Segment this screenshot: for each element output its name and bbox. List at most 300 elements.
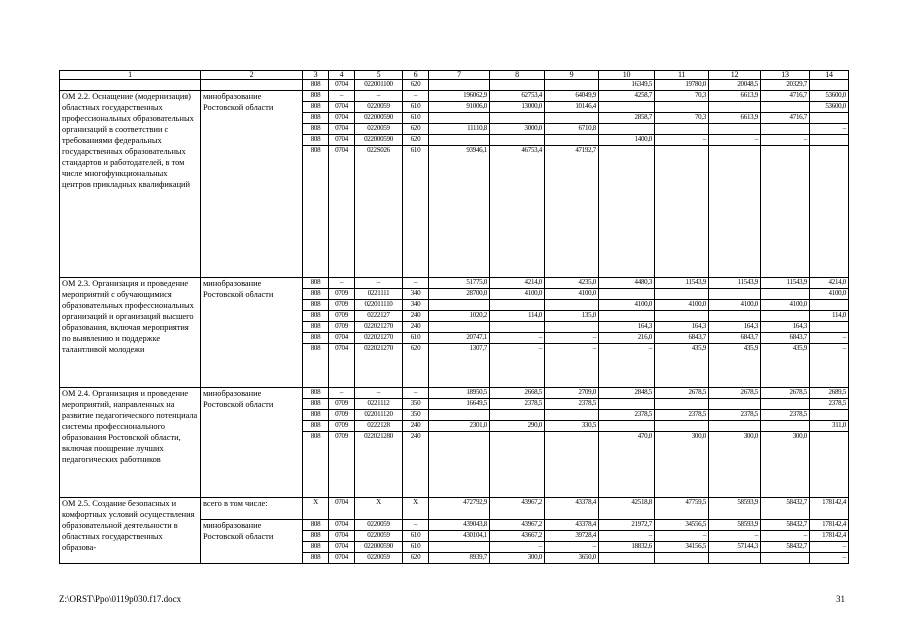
table-cell: –: [655, 531, 709, 542]
table-cell: 022011110: [355, 300, 403, 311]
table-cell: 2689,5: [810, 388, 849, 399]
table-cell: [655, 553, 709, 564]
table-cell: 0704: [329, 498, 355, 520]
table-cell: 0709: [329, 399, 355, 410]
table-cell: –: [810, 333, 849, 344]
table-cell: 610: [403, 146, 429, 278]
table-cell: 4100,0: [761, 300, 810, 311]
table-cell: 300,0: [490, 553, 545, 564]
table-cell: Х: [355, 498, 403, 520]
table-cell: [810, 432, 849, 498]
table-row: [60, 80, 849, 91]
table-cell: [490, 113, 545, 124]
table-cell: 350: [403, 410, 429, 421]
table-cell: 4100,0: [599, 300, 655, 311]
table-cell: 0704: [329, 80, 355, 91]
table-cell: [429, 432, 490, 498]
table-cell: 430104,1: [429, 531, 490, 542]
table-cell: 808: [303, 553, 329, 564]
table-cell: 11543,9: [655, 278, 709, 289]
table-cell: 620: [403, 344, 429, 388]
table-cell: 022021270: [355, 322, 403, 333]
table-cell: 022000590: [355, 113, 403, 124]
column-number: 7: [429, 71, 490, 80]
table-cell: 808: [303, 322, 329, 333]
table-cell: 4100,0: [490, 289, 545, 300]
table-cell: [709, 102, 761, 113]
table-cell: 43667,2: [490, 531, 545, 542]
table-cell: 4235,0: [545, 278, 599, 289]
table-cell: 808: [303, 102, 329, 113]
table-cell: –: [355, 91, 403, 102]
column-number: 1: [60, 71, 201, 80]
column-number: 6: [403, 71, 429, 80]
table-cell: 46753,4: [490, 146, 545, 278]
table-cell: [490, 300, 545, 311]
executor: минобразование Ростовской области: [201, 388, 303, 498]
table-cell: 93946,1: [429, 146, 490, 278]
table-cell: 022021270: [355, 333, 403, 344]
column-number: 11: [655, 71, 709, 80]
table-cell: 53600,0: [810, 102, 849, 113]
table-cell: 42518,8: [599, 498, 655, 520]
table-cell: 808: [303, 542, 329, 553]
table-cell: [490, 80, 545, 91]
table-row: [60, 91, 849, 102]
table-cell: 808: [303, 399, 329, 410]
table-cell: 0221112: [355, 399, 403, 410]
table-cell: [709, 421, 761, 432]
table-cell: 0709: [329, 311, 355, 322]
table-cell: 435,9: [709, 344, 761, 388]
table-cell: 0222128: [355, 421, 403, 432]
table-cell: [655, 399, 709, 410]
table-cell: –: [329, 91, 355, 102]
table-cell: [490, 410, 545, 421]
table-cell: 2378,5: [490, 399, 545, 410]
table-cell: 53600,0: [810, 91, 849, 102]
table-cell: 808: [303, 124, 329, 135]
table-cell: 13000,0: [490, 102, 545, 113]
table-cell: 2378,5: [761, 410, 810, 421]
table-cell: –: [355, 388, 403, 399]
table-cell: 1307,7: [429, 344, 490, 388]
table-cell: –: [403, 91, 429, 102]
column-number: 5: [355, 71, 403, 80]
table-cell: 620: [403, 135, 429, 146]
table-cell: [545, 322, 599, 333]
measure-name: ОМ 2.2. Оснащение (модернизация) областных государственных профессиональных образовательных организаций в соответствии с требованиями федеральных государственных образовательных стандартов и работодателей, в том числе многофункциональных центров прикладных квалификаций: [60, 91, 201, 278]
table-cell: 4716,7: [761, 91, 810, 102]
table-cell: [599, 421, 655, 432]
table-cell: 0709: [329, 300, 355, 311]
table-cell: 340: [403, 289, 429, 300]
table-cell: 164,3: [599, 322, 655, 333]
table-cell: 34156,5: [655, 542, 709, 553]
table-cell: 340: [403, 300, 429, 311]
measure-name: ОМ 2.3. Организация и проведение мероприятий с обучающимися образовательных профессиональных организаций и организаций высшего образования, включая мероприятия по выявлению и поддержке талантливой молодежи: [60, 278, 201, 388]
table-cell: [429, 322, 490, 333]
table-cell: 57144,3: [709, 542, 761, 553]
table-cell: [599, 553, 655, 564]
table-cell: 2678,5: [709, 388, 761, 399]
table-cell: 43378,4: [545, 498, 599, 520]
table-cell: 0709: [329, 322, 355, 333]
table-cell: 0704: [329, 135, 355, 146]
table-cell: 620: [403, 124, 429, 135]
column-number-row: [60, 71, 849, 80]
table-cell: [655, 146, 709, 278]
table-cell: 28700,0: [429, 289, 490, 300]
table-cell: 4716,7: [761, 113, 810, 124]
table-cell: 300,0: [761, 432, 810, 498]
table-cell: 808: [303, 146, 329, 278]
table-cell: [810, 146, 849, 278]
table-cell: 4480,3: [599, 278, 655, 289]
table-cell: [709, 553, 761, 564]
table-cell: 0704: [329, 124, 355, 135]
table-cell: 300,0: [709, 432, 761, 498]
table-cell: 70,3: [655, 113, 709, 124]
table-cell: 808: [303, 388, 329, 399]
table-cell: 6843,7: [709, 333, 761, 344]
file-path: Z:\ORST\Ppo\0119p030.f17.docx: [59, 594, 182, 604]
table-cell: –: [545, 344, 599, 388]
table-cell: [599, 399, 655, 410]
executor: [201, 80, 303, 91]
table-cell: 022021280: [355, 432, 403, 498]
table-cell: 58593,9: [709, 520, 761, 531]
table-cell: 39728,4: [545, 531, 599, 542]
table-cell: [655, 124, 709, 135]
table-cell: 4100,0: [545, 289, 599, 300]
table-cell: –: [355, 278, 403, 289]
table-cell: –: [810, 553, 849, 564]
table-cell: 2858,7: [599, 113, 655, 124]
table-cell: 0709: [329, 432, 355, 498]
table-cell: [545, 113, 599, 124]
table-cell: [429, 113, 490, 124]
table-cell: 808: [303, 432, 329, 498]
table-cell: [545, 135, 599, 146]
table-cell: 6613,9: [709, 91, 761, 102]
table-cell: 3000,0: [490, 124, 545, 135]
table-cell: Х: [303, 498, 329, 520]
table-cell: 0704: [329, 333, 355, 344]
table-cell: 58593,9: [709, 498, 761, 520]
table-cell: –: [403, 278, 429, 289]
table-cell: 808: [303, 113, 329, 124]
table-cell: 43378,4: [545, 520, 599, 531]
executor-summary: всего в том числе:: [201, 498, 303, 520]
budget-table: [59, 70, 849, 564]
table-cell: 610: [403, 333, 429, 344]
table-cell: 0220059: [355, 520, 403, 531]
table-cell: 300,0: [655, 432, 709, 498]
table-cell: 022011120: [355, 410, 403, 421]
table-cell: 808: [303, 289, 329, 300]
table-cell: 2848,5: [599, 388, 655, 399]
table-cell: 47759,5: [655, 498, 709, 520]
table-cell: [709, 146, 761, 278]
table-cell: 70,3: [655, 91, 709, 102]
column-number: 4: [329, 71, 355, 80]
table-cell: 6843,7: [761, 333, 810, 344]
table-cell: –: [490, 542, 545, 553]
table-cell: [761, 311, 810, 322]
table-cell: 58432,7: [761, 542, 810, 553]
page-number: 31: [836, 594, 845, 604]
table-cell: 51775,0: [429, 278, 490, 289]
table-cell: 34556,5: [655, 520, 709, 531]
table-cell: –: [655, 135, 709, 146]
table-cell: 435,9: [761, 344, 810, 388]
table-cell: 1400,0: [599, 135, 655, 146]
table-cell: [599, 289, 655, 300]
executor: минобразование Ростовской области: [201, 278, 303, 388]
table-cell: 0704: [329, 102, 355, 113]
table-cell: –: [329, 388, 355, 399]
table-cell: –: [599, 531, 655, 542]
table-cell: 022021270: [355, 344, 403, 388]
column-number: 12: [709, 71, 761, 80]
table-cell: [599, 102, 655, 113]
table-cell: [490, 432, 545, 498]
table-cell: 135,0: [545, 311, 599, 322]
table-cell: [429, 80, 490, 91]
table-cell: 808: [303, 80, 329, 91]
table-cell: 240: [403, 322, 429, 333]
table-cell: 240: [403, 432, 429, 498]
table-cell: [599, 124, 655, 135]
table-cell: 022001100: [355, 80, 403, 91]
table-cell: –: [545, 542, 599, 553]
table-cell: 20329,7: [761, 80, 810, 91]
table-cell: 0221111: [355, 289, 403, 300]
table-cell: [709, 311, 761, 322]
table-cell: 2678,5: [655, 388, 709, 399]
table-cell: 4258,7: [599, 91, 655, 102]
column-number: 2: [201, 71, 303, 80]
table-cell: 2378,5: [655, 410, 709, 421]
table-cell: [761, 124, 810, 135]
table-cell: Х: [403, 498, 429, 520]
table-cell: [545, 300, 599, 311]
table-cell: –: [329, 278, 355, 289]
table-cell: [761, 289, 810, 300]
table-cell: 91006,0: [429, 102, 490, 113]
table-cell: –: [599, 344, 655, 388]
table-cell: [761, 399, 810, 410]
table-cell: [545, 80, 599, 91]
table-cell: 0709: [329, 289, 355, 300]
table-cell: 620: [403, 80, 429, 91]
table-cell: 2378,5: [709, 410, 761, 421]
table-cell: 0220059: [355, 102, 403, 113]
table-cell: –: [403, 520, 429, 531]
table-cell: 58432,7: [761, 498, 810, 520]
column-number: 14: [810, 71, 849, 80]
table-cell: 240: [403, 311, 429, 322]
table-cell: 0704: [329, 531, 355, 542]
table-cell: –: [709, 531, 761, 542]
table-cell: [429, 135, 490, 146]
table-cell: [545, 432, 599, 498]
table-cell: 20048,5: [709, 80, 761, 91]
table-cell: 0704: [329, 146, 355, 278]
table-cell: 2378,5: [545, 399, 599, 410]
table-cell: 62753,4: [490, 91, 545, 102]
table-cell: 58432,7: [761, 520, 810, 531]
table-cell: 2378,5: [599, 410, 655, 421]
table-cell: 808: [303, 333, 329, 344]
table-cell: 2301,0: [429, 421, 490, 432]
table-cell: 0709: [329, 421, 355, 432]
table-cell: 10146,4: [545, 102, 599, 113]
table-cell: [655, 311, 709, 322]
measure-name: [60, 80, 201, 91]
table-cell: 47192,7: [545, 146, 599, 278]
table-cell: 2378,5: [810, 399, 849, 410]
table-cell: [761, 421, 810, 432]
table-cell: 11543,9: [709, 278, 761, 289]
table-cell: 216,0: [599, 333, 655, 344]
table-cell: 16349,5: [599, 80, 655, 91]
table-cell: 18950,5: [429, 388, 490, 399]
table-cell: 0222127: [355, 311, 403, 322]
table-cell: 1020,2: [429, 311, 490, 322]
table-cell: 4214,0: [490, 278, 545, 289]
table-cell: –: [403, 388, 429, 399]
table-cell: 610: [403, 531, 429, 542]
table-cell: 11110,8: [429, 124, 490, 135]
table-cell: 43967,2: [490, 520, 545, 531]
table-cell: 11543,9: [761, 278, 810, 289]
table-cell: 178142,4: [810, 531, 849, 542]
table-cell: 114,0: [810, 311, 849, 322]
table-cell: [655, 289, 709, 300]
table-cell: 164,3: [761, 322, 810, 333]
table-cell: 114,0: [490, 311, 545, 322]
table-cell: –: [810, 344, 849, 388]
table-cell: [599, 311, 655, 322]
table-cell: [709, 124, 761, 135]
table-cell: 0704: [329, 344, 355, 388]
table-cell: 6843,7: [655, 333, 709, 344]
table-cell: 20747,1: [429, 333, 490, 344]
table-cell: 6710,8: [545, 124, 599, 135]
table-cell: 311,0: [810, 421, 849, 432]
table-cell: 808: [303, 421, 329, 432]
table-cell: 808: [303, 410, 329, 421]
table-cell: 0220059: [355, 553, 403, 564]
table-cell: 4100,0: [655, 300, 709, 311]
table-cell: 16649,5: [429, 399, 490, 410]
table-cell: –: [761, 531, 810, 542]
table-cell: 21972,7: [599, 520, 655, 531]
table-cell: [810, 113, 849, 124]
column-number: 3: [303, 71, 329, 80]
table-cell: [761, 102, 810, 113]
table-cell: 435,9: [655, 344, 709, 388]
table-cell: –: [709, 135, 761, 146]
table-cell: –: [810, 542, 849, 553]
column-number: 10: [599, 71, 655, 80]
table-cell: 2678,5: [761, 388, 810, 399]
table-cell: 808: [303, 531, 329, 542]
table-cell: [599, 146, 655, 278]
table-cell: 022S026: [355, 146, 403, 278]
table-cell: 164,3: [709, 322, 761, 333]
column-number: 13: [761, 71, 810, 80]
table-cell: 0704: [329, 520, 355, 531]
table-cell: 808: [303, 300, 329, 311]
table-cell: –: [761, 135, 810, 146]
table-cell: 808: [303, 311, 329, 322]
table-cell: [655, 421, 709, 432]
table-cell: 6613,9: [709, 113, 761, 124]
table-cell: 330,5: [545, 421, 599, 432]
table-cell: 3650,0: [545, 553, 599, 564]
table-cell: 8939,7: [429, 553, 490, 564]
table-cell: [545, 410, 599, 421]
table-cell: 43967,2: [490, 498, 545, 520]
column-number: 9: [545, 71, 599, 80]
table-cell: 19780,0: [655, 80, 709, 91]
table-cell: 178142,4: [810, 498, 849, 520]
table-cell: 808: [303, 344, 329, 388]
table-cell: 196062,9: [429, 91, 490, 102]
table-cell: [810, 322, 849, 333]
table-cell: 0220059: [355, 531, 403, 542]
table-cell: 178142,4: [810, 520, 849, 531]
table-cell: 290,0: [490, 421, 545, 432]
table-cell: 439043,8: [429, 520, 490, 531]
table-cell: 022000590: [355, 542, 403, 553]
table-cell: [709, 289, 761, 300]
table-cell: 472792,9: [429, 498, 490, 520]
table-cell: [429, 300, 490, 311]
table-cell: 164,3: [655, 322, 709, 333]
table-cell: –: [490, 333, 545, 344]
table-row: [60, 498, 849, 520]
table-cell: 620: [403, 553, 429, 564]
table-cell: 808: [303, 520, 329, 531]
table-cell: [761, 553, 810, 564]
table-row: [60, 388, 849, 399]
table-cell: 240: [403, 421, 429, 432]
table-cell: 610: [403, 102, 429, 113]
table-cell: 350: [403, 399, 429, 410]
table-cell: –: [810, 124, 849, 135]
table-cell: 18832,6: [599, 542, 655, 553]
table-cell: [490, 322, 545, 333]
table-cell: 808: [303, 278, 329, 289]
table-cell: [709, 399, 761, 410]
table-cell: [810, 135, 849, 146]
table-cell: 0704: [329, 113, 355, 124]
table-cell: [655, 102, 709, 113]
table-cell: 4100,0: [810, 289, 849, 300]
table-cell: 808: [303, 91, 329, 102]
table-cell: 0704: [329, 553, 355, 564]
table-cell: 610: [403, 113, 429, 124]
table-cell: 0704: [329, 542, 355, 553]
table-cell: 2668,5: [490, 388, 545, 399]
table-cell: [810, 300, 849, 311]
table-cell: 0220059: [355, 124, 403, 135]
table-cell: [429, 410, 490, 421]
